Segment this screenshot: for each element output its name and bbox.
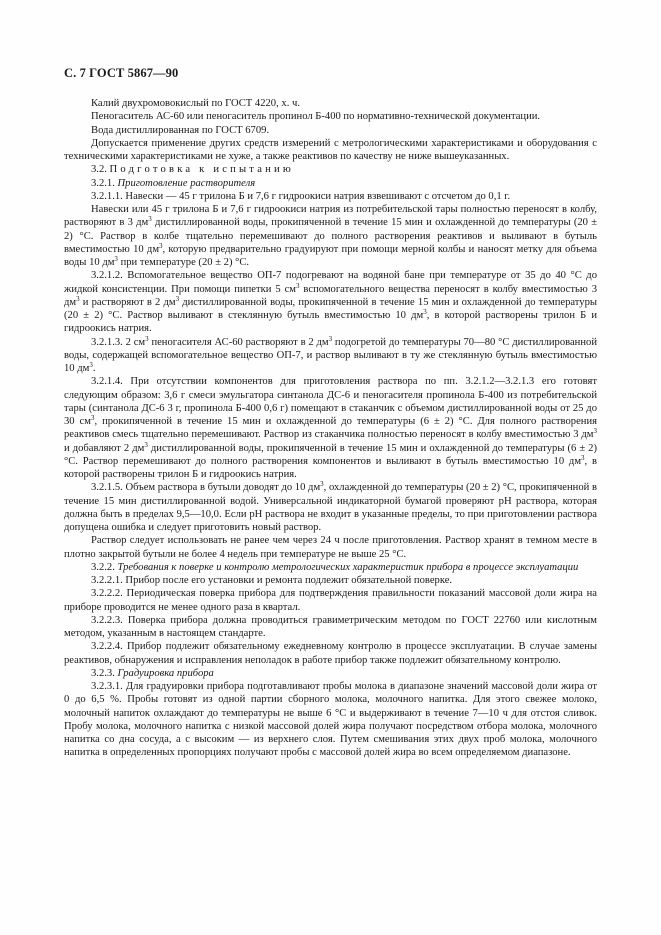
subsection-heading — [64, 177, 597, 190]
page-header: С. 7 ГОСТ 5867—90 — [64, 66, 179, 80]
section-title: Подготовка к испытанию — [109, 164, 295, 176]
subsection-number: 3.2.1. — [91, 177, 115, 189]
paragraph: Вода дистиллированная по ГОСТ 6709. — [91, 124, 270, 136]
paragraph: 3.2.2.3. Поверка прибора должна проводиться гравиметрическим методом по ГОСТ 22760 или кислотным методом, указанным в настоящем стандарте. — [64, 614, 597, 639]
subsection-number: 3.2.2. — [91, 561, 115, 573]
section-number: 3.2. — [91, 164, 107, 176]
subsection-title: Градуировка прибора — [117, 667, 214, 679]
section-heading — [64, 163, 597, 176]
subsection-title: Приготовление растворителя — [117, 177, 256, 189]
paragraph: Раствор следует использовать не ранее чем через 24 ч после приготовления. Раствор хранят в темном месте в плотно закрытой бутыли не более 4 недель при температуре не выше 25 °С. — [64, 535, 597, 560]
document-body — [64, 97, 597, 760]
paragraph: Навески или 45 г трилона Б и 7,6 г гидроокиси натрия из потребительской тары полностью переносят в колбу, растворяют в 3 $дм^3$ дистиллированной воды, прокипяченной в течение 15 мин и охлажденной до температуры (20 ± 2) °С. Раствор в колбе тщательно перемешивают до полного растворения реактивов и выливают в бутыль вместимостью 10 $дм^3$, которую предварительно градуируют при помощи мерной колбы и наносят метку для объема воды 10 $дм^3$ при температуре (20 ± 2) °С. — [64, 204, 598, 268]
subsection-title: Требования к поверке и контролю метрологических характеристик прибора в процессе эксплуатации — [117, 561, 579, 573]
subsection-number: 3.2.3. — [91, 667, 115, 679]
paragraph: 3.2.1.1. Навески — 45 г трилона Б и 7,6 г гидроокиси натрия взвешивают с отсчетом до 0,1 г. — [91, 190, 511, 202]
subsection-heading — [64, 561, 597, 574]
subsection-heading — [64, 667, 597, 680]
paragraph: 3.2.3.1. Для градуировки прибора подготавливают пробы молока в диапазоне значений массовой доли жира от 0 до 6,5 %. Пробы готовят из одной партии сборного молока, молочного напитка. Для этого свежее молоко, молочный напиток охлаждают до температуры не выше 6 °С и выдерживают в течение 7—10 ч для отстоя сливок. Пробу молока, молочного напитка с низкой массовой долей жира получают посредством отбора молока, молочного напитка со дна сосуда, а с высоким — из верхнего слоя. Путем смешивания этих двух проб молока, молочного напитка в определенных пропорциях получают пробы с массовой долей жира во всем определяемом диапазоне. — [64, 681, 597, 759]
paragraph: 3.2.1.5. Объем раствора в бутыли доводят до 10 $дм^3$, охлажденной до температуры (20 ± 2) °С, прокипяченной в течение 15 мин дистиллированной водой. Универсальной индикаторной бумагой проверяют рН раствора, которая должна быть в пределах 9,5—10,0. Если рН раствора не входит в указанные пределы, то при приготовлении раствора допущена ошибка и следует приготовить новый раствор. — [64, 480, 597, 533]
paragraph: Калий двухромовокислый по ГОСТ 4220, х. ч. — [91, 98, 300, 109]
paragraph: Пеногаситель АС-60 или пеногаситель пропинол Б-400 по нормативно-технической документации. — [91, 111, 541, 123]
paragraph: 3.2.1.3. 2 $см^3$ пеногасителя АС-60 растворяют в 2 $дм^3$ подогретой до температуры 70—80 °С дистиллированной воды, содержащей вспомогательное вещество ОП-7, и раствор выливают в ту же стеклянную бутыль вместимостью 10 $дм^3$. — [64, 334, 597, 374]
paragraph: Допускается применение других средств измерений с метрологическими характеристиками и оборудования с техническими характеристиками не хуже, а также реактивов по качеству не ниже вышеуказанных. — [64, 137, 597, 162]
paragraph: 3.2.1.4. При отсутствии компонентов для приготовления раствора по пп. 3.2.1.2—3.2.1.3 его готовят следующим образом: 3,6 г смеси эмульгатора синтанола ДС-6 и пеногасителя пропинола Б-400 из потребительской тары (синтанола ДС-6 3 г, пропинола Б-400 0,6 г) помещают в стаканчик с объемом дистиллированной воды от 25 до 30 $см^3$, прокипяченной в течение 15 мин и охлажденной до температуры (6 ± 2) °С. Для полного растворения реактивов смесь тщательно перемешивают. Раствор из стаканчика полностью переносят в колбу вместимостью 3 $дм^3$ и добавляют 2 $дм^3$ дистиллированной воды, прокипяченной в течение 15 мин и охлажденной до температуры (6 ± 2) °С. Раствор перемешивают до полного растворения компонентов и выливают в бутыль вместимостью 10 $дм^3$, в которой растворены трилон Б и гидроокись натрия. — [64, 376, 598, 480]
paragraph: 3.2.2.1. Прибор после его установки и ремонта подлежит обязательной поверке. — [91, 575, 453, 586]
paragraph: 3.2.2.4. Прибор подлежит обязательному ежедневному контролю в процессе эксплуатации. В случае замены реактивов, обнаружения и исправления неполадок в работе прибор также подлежит обязательному контролю. — [64, 641, 597, 666]
paragraph: 3.2.2.2. Периодическая поверка прибора для подтверждения правильности показаний массовой доли жира на приборе проводится не менее одного раза в квартал. — [64, 588, 597, 613]
paragraph: 3.2.1.2. Вспомогательное вещество ОП-7 подогревают на водяной бане при температуре от 35 до 40 °С до жидкой консистенции. При помощи пипетки 5 $см^3$ вспомогательного вещества переносят в колбу вместимостью 3 $дм^3$ и растворяют в 2 $дм^3$ дистиллированной воды, прокипяченной в течение 15 мин и охлажденной до температуры (20 ± 2) °С. Раствор выливают в стеклянную бутыль вместимостью 10 $дм^3$, в которой растворены трилон Б и гидроокись натрия. — [64, 270, 598, 335]
